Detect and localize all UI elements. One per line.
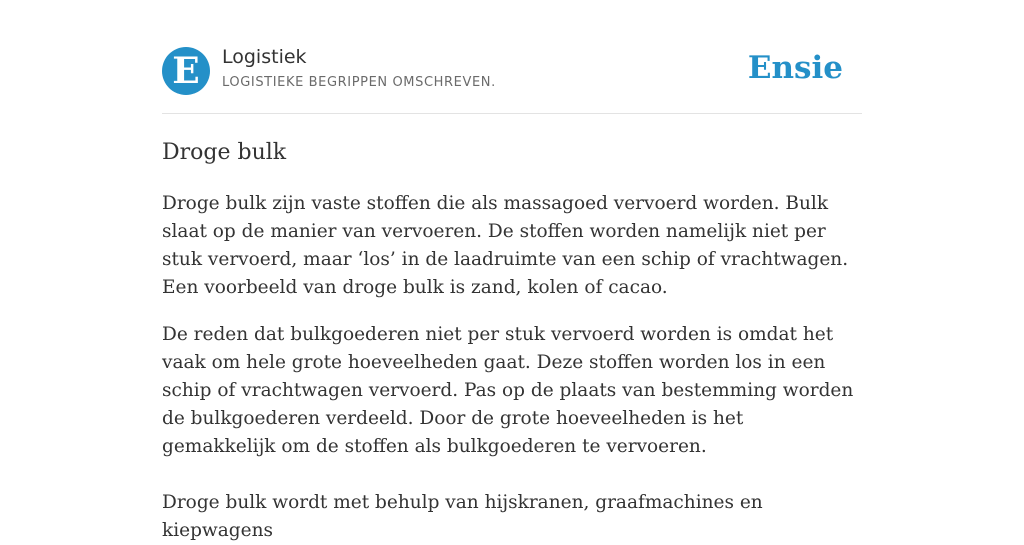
- article: [162, 138, 862, 545]
- article-paragraph: De reden dat bulkgoederen niet per stuk vervoerd worden is omdat het vaak om hele grote hoeveelheden gaat. Deze stoffen worden los in een schip of vrachtwagen vervoerd. Pas op de plaats van bestemming worden de bulkgoederen verdeeld. Door de grote hoeveelheden is het gemakkelijk om de stoffen als bulkgoederen te vervoeren.: [162, 324, 854, 457]
- site-header: [162, 0, 862, 114]
- site-title[interactable]: Logistiek: [222, 46, 307, 68]
- site-logo[interactable]: E: [162, 47, 210, 95]
- article-paragraph: Droge bulk wordt met behulp van hijskranen, graafmachines en kiepwagens: [162, 492, 763, 541]
- main-container: [162, 0, 862, 545]
- article-title: Droge bulk: [162, 140, 287, 165]
- article-paragraph: Droge bulk zijn vaste stoffen die als massagoed vervoerd worden. Bulk slaat op de manier van vervoeren. De stoffen worden namelijk niet per stuk vervoerd, maar ‘los’ in de laadruimte van een schip of vrachtwagen. Een voorbeeld van droge bulk is zand, kolen of cacao.: [162, 193, 849, 298]
- ensie-brand-logo[interactable]: Ensie: [747, 50, 843, 86]
- site-tagline: LOGISTIEKE BEGRIPPEN OMSCHREVEN.: [222, 75, 496, 90]
